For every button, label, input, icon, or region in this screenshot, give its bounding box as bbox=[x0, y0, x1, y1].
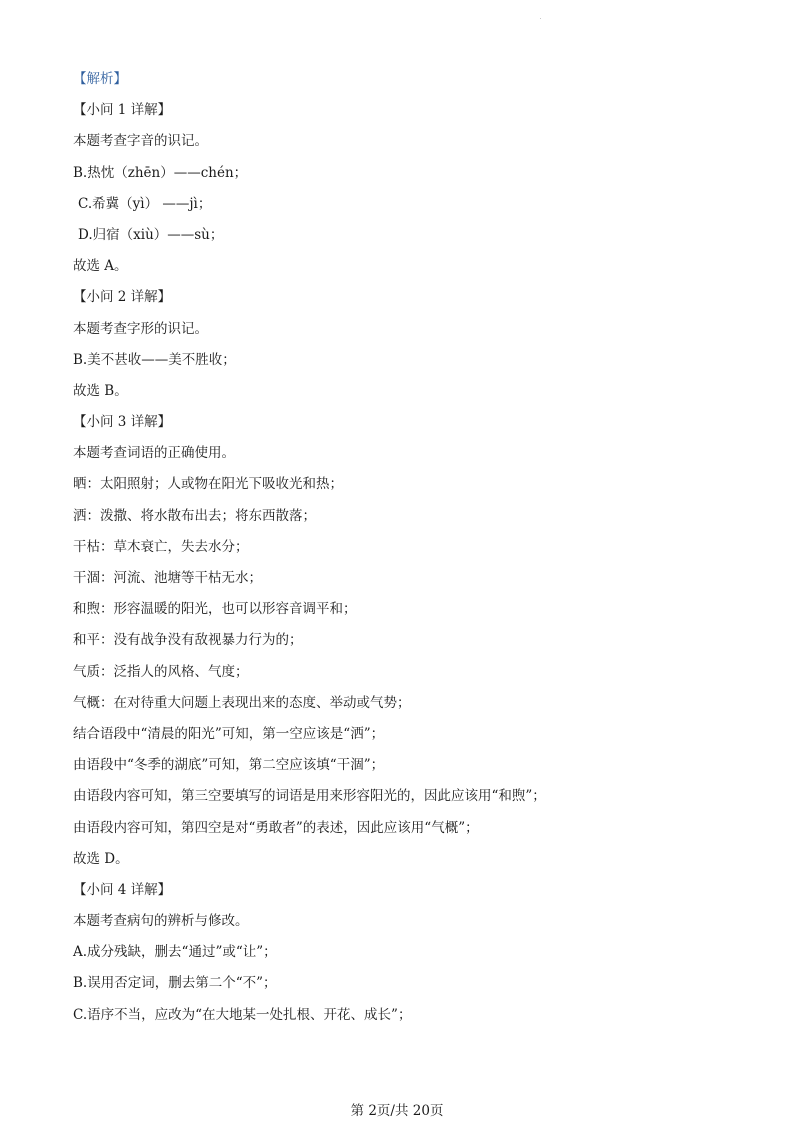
text-line: 故选 A。 bbox=[73, 258, 128, 275]
text-line: 干枯：草木衰亡，失去水分； bbox=[73, 538, 249, 555]
section-heading: 【解析】 bbox=[73, 71, 127, 87]
text-line: 本题考查词语的正确使用。 bbox=[73, 445, 235, 462]
text-line: C.语序不当，应改为“在大地某一处扎根、开花、成长”； bbox=[73, 1006, 412, 1023]
text-line: 本题考查字形的识记。 bbox=[73, 320, 208, 337]
text-line: A.成分残缺，删去“通过”或“让”； bbox=[73, 944, 277, 961]
text-line: D.归宿（xiù）——sù； bbox=[78, 226, 224, 243]
text-line: 【小问 2 详解】 bbox=[73, 289, 172, 306]
text-line: B.误用否定词，删去第二个“不”； bbox=[73, 975, 277, 992]
text-line: 【小问 4 详解】 bbox=[73, 881, 172, 898]
text-line: 由语段内容可知，第三空要填写的词语是用来形容阳光的，因此应该用“和煦”； bbox=[73, 788, 546, 805]
text-line: 气质：泛指人的风格、气度； bbox=[73, 663, 249, 680]
text-line: 洒：泼撒、将水散布出去；将东西散落； bbox=[73, 507, 316, 524]
text-line: 和平：没有战争没有敌视暴力行为的； bbox=[73, 632, 303, 649]
text-line: 本题考查病句的辨析与修改。 bbox=[73, 913, 249, 930]
text-line: 故选 D。 bbox=[73, 850, 129, 867]
text-line: 晒：太阳照射；人或物在阳光下吸收光和热； bbox=[73, 476, 343, 493]
text-line: 气概：在对待重大问题上表现出来的态度、举动或气势； bbox=[73, 694, 411, 711]
text-line: 由语段内容可知，第四空是对“勇敢者”的表述，因此应该用“气概”； bbox=[73, 819, 479, 836]
text-line: 结合语段中“清晨的阳光”可知，第一空应该是“洒”； bbox=[73, 725, 385, 742]
text-line: 干涸：河流、池塘等干枯无水； bbox=[73, 570, 262, 586]
text-line: B.热忱（zhēn）——chén； bbox=[73, 164, 248, 181]
scan-speck bbox=[540, 18, 541, 19]
text-line: 和煦：形容温暖的阳光，也可以形容音调平和； bbox=[73, 601, 357, 618]
page-footer: 第 2页/共 20页 bbox=[350, 1103, 444, 1119]
text-line: 由语段中“冬季的湖底”可知，第二空应该填“干涸”； bbox=[73, 757, 385, 774]
text-line: 本题考查字音的识记。 bbox=[73, 133, 208, 150]
text-line: 【小问 1 详解】 bbox=[73, 102, 172, 119]
text-line: C.希冀（yì） ——jì； bbox=[78, 195, 212, 212]
text-line: B.美不甚收——美不胜收； bbox=[73, 351, 236, 368]
text-line: 故选 B。 bbox=[73, 382, 128, 399]
analysis-content bbox=[73, 64, 733, 1031]
text-line: 【小问 3 详解】 bbox=[73, 414, 172, 431]
